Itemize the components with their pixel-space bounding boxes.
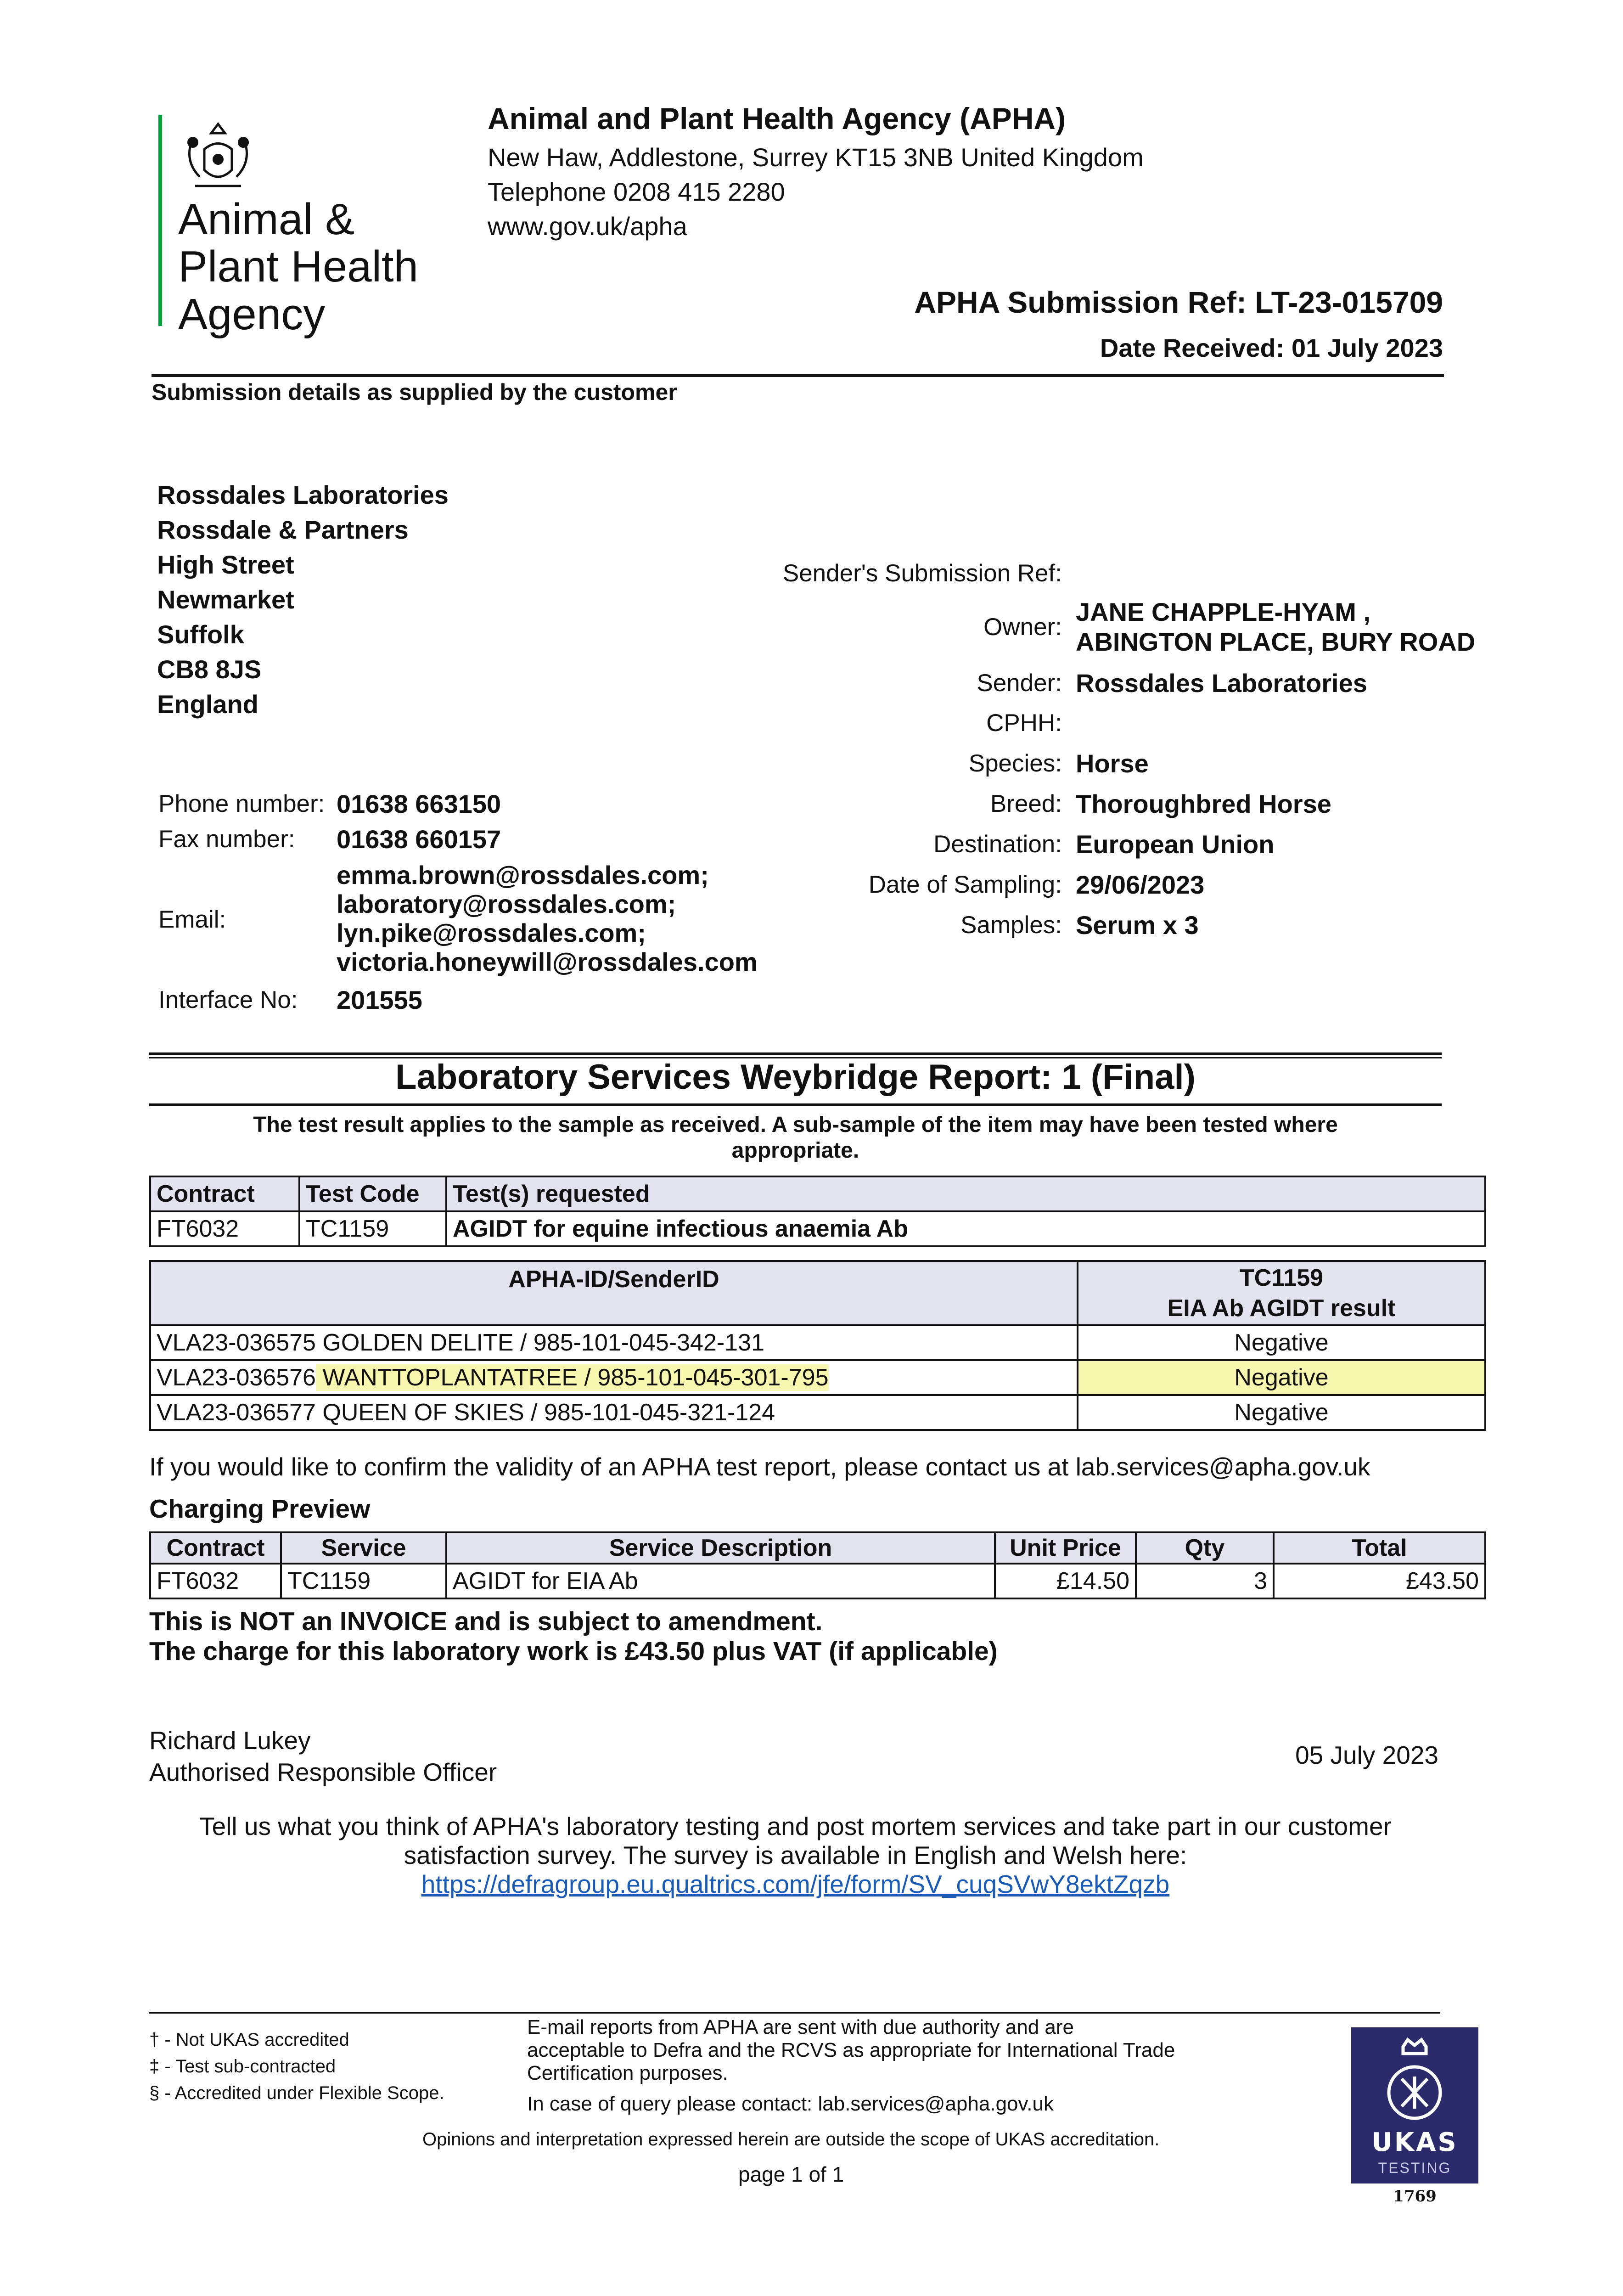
header-test-code: Test Code [299,1176,446,1211]
sample-id-rest: GOLDEN DELITE / 985-101-045-342-131 [315,1329,764,1356]
address-line-1: Rossdales Laboratories [157,480,449,509]
owner-line-2: ABINGTON PLACE, BURY ROAD [1076,627,1476,656]
cell-sample-id [150,1325,1078,1360]
breed-label: Breed: [990,790,1062,817]
royal-coat-of-arms-icon [177,117,259,195]
ukas-crown-icon [1378,2033,1451,2129]
survey-link[interactable]: https://defragroup.eu.qualtrics.com/jfe/form/SV_cuqSVwY8ektZqzb [421,1870,1170,1898]
ukas-logo [1351,2027,1478,2183]
email-1: emma.brown@rossdales.com; [337,861,709,889]
tests-table [149,1176,1486,1247]
cell-result-highlighted: Negative [1078,1360,1485,1395]
address-line-6: CB8 8JS [157,655,262,684]
report-note-line-1: The test result applies to the sample as received. A sub-sample of the item may have been tested where [253,1113,1338,1137]
not-invoice-text: This is NOT an INVOICE and is subject to amendment. [149,1607,823,1636]
org-name: Animal and Plant Health Agency (APHA) [488,101,1066,135]
sender-ref-label: Sender's Submission Ref: [782,560,1062,587]
destination-value: European Union [1076,830,1275,859]
sample-id-prefix: VLA23-036577 [157,1399,316,1426]
address-line-5: Suffolk [157,620,244,649]
org-address: New Haw, Addlestone, Surrey KT15 3NB United Kingdom [488,143,1144,172]
results-table [149,1260,1486,1431]
query-contact: In case of query please contact: lab.services@apha.gov.uk [527,2093,1054,2115]
tests-table-header [150,1176,1485,1211]
logo-text-line-1: Animal & [178,195,355,244]
cell-contract: FT6032 [150,1211,299,1246]
cell-result: Negative [1078,1395,1485,1430]
ukas-word: UKAS [1371,2127,1458,2157]
header-contract: Contract [150,1176,299,1211]
sample-id-rest: QUEEN OF SKIES / 985-101-045-321-124 [315,1399,775,1426]
report-title: Laboratory Services Weybridge Report: 1 (Final) [395,1058,1196,1097]
sender-value: Rossdales Laboratories [1076,669,1367,698]
samples-label: Samples: [960,912,1062,939]
cell-qty: 3 [1136,1564,1274,1598]
header-total: Total [1274,1532,1485,1564]
cell-sample-id [150,1360,1078,1395]
org-website: www.gov.uk/apha [488,212,687,241]
legend-flexible-scope: § - Accredited under Flexible Scope. [149,2083,444,2103]
survey-line-2: satisfaction survey. The survey is available in English and Welsh here: [404,1841,1187,1869]
email-4: victoria.honeywill@rossdales.com [337,947,758,976]
cphh-label: CPHH: [986,709,1062,737]
cell-result: Negative [1078,1325,1485,1360]
owner-label: Owner: [983,613,1062,641]
header-unit-price: Unit Price [995,1532,1136,1564]
logo-text-line-2: Plant Health [178,242,418,291]
email-note-line-3: Certification purposes. [527,2062,728,2084]
phone-value: 01638 663150 [337,789,501,818]
header-tests-requested: Test(s) requested [446,1176,1485,1211]
email-2: laboratory@rossdales.com; [337,889,676,918]
species-label: Species: [968,750,1062,777]
species-value: Horse [1076,749,1149,778]
sampling-date-label: Date of Sampling: [868,871,1062,898]
table-row [150,1211,1485,1246]
email-note-line-1: E-mail reports from APHA are sent with due authority and are [527,2016,1074,2038]
footer-rule [149,2012,1440,2014]
sender-label: Sender: [977,670,1062,697]
header-qty: Qty [1136,1532,1274,1564]
cell-service-description: AGIDT for EIA Ab [446,1564,995,1598]
page-number: page 1 of 1 [738,2162,844,2186]
owner-line-1: JANE CHAPPLE-HYAM , [1076,597,1371,626]
date-received: Date Received: 01 July 2023 [1100,333,1443,362]
table-row [150,1395,1485,1430]
opinions-note: Opinions and interpretation expressed herein are outside the scope of UKAS accreditation. [422,2129,1160,2150]
results-table-header [150,1261,1485,1325]
survey-line-1: Tell us what you think of APHA's laboratory testing and post mortem services and take part in our customer [199,1812,1392,1840]
address-line-2: Rossdale & Partners [157,515,409,544]
org-telephone: Telephone 0208 415 2280 [488,177,785,206]
signatory-role: Authorised Responsible Officer [149,1758,497,1786]
header-result [1078,1261,1485,1325]
charging-table-header [150,1532,1485,1564]
interface-value: 201555 [337,985,422,1014]
ukas-testing: TESTING [1378,2160,1452,2176]
interface-label: Interface No: [158,986,298,1013]
table-row [150,1325,1485,1360]
cell-service: TC1159 [281,1564,446,1598]
charge-text: The charge for this laboratory work is £43.50 plus VAT (if applicable) [149,1637,998,1666]
cell-test-requested: AGIDT for equine infectious anaemia Ab [446,1211,1485,1246]
address-line-3: High Street [157,550,294,579]
sample-id-prefix: VLA23-036575 [157,1329,316,1356]
email-label: Email: [158,906,226,933]
table-row [150,1564,1485,1598]
charging-heading: Charging Preview [149,1494,371,1524]
submission-heading: Submission details as supplied by the customer [152,379,677,405]
fax-label: Fax number: [158,826,295,853]
survey-link-wrap [152,1869,1439,1899]
ukas-number: 1769 [1393,2187,1437,2206]
sample-id-rest-highlighted: WANTTOPLANTATREE / 985-101-045-301-795 [315,1364,829,1391]
cell-total: £43.50 [1274,1564,1485,1598]
destination-label: Destination: [933,831,1062,858]
report-rule-bottom [149,1103,1442,1106]
sample-id-prefix: VLA23-036576 [157,1364,316,1391]
validity-text: If you would like to confirm the validity of an APHA test report, please contact us at lab.services@apha.gov.uk [149,1452,1370,1481]
report-rule-top [149,1052,1442,1055]
signature-date: 05 July 2023 [1295,1741,1438,1769]
header-result-line-1: TC1159 [1239,1265,1324,1291]
report-note-line-2: appropriate. [731,1138,859,1163]
header-contract: Contract [150,1532,281,1564]
header-service: Service [281,1532,446,1564]
samples-value: Serum x 3 [1076,911,1199,940]
fax-value: 01638 660157 [337,825,501,854]
sampling-date-value: 29/06/2023 [1076,870,1205,899]
phone-label: Phone number: [158,790,325,817]
cell-sample-id [150,1395,1078,1430]
email-note-line-2: acceptable to Defra and the RCVS as appropriate for International Trade [527,2039,1175,2061]
charging-table [149,1531,1486,1599]
cell-unit-price: £14.50 [995,1564,1136,1598]
email-3: lyn.pike@rossdales.com; [337,918,646,947]
signatory-name: Richard Lukey [149,1726,311,1755]
submission-ref: APHA Submission Ref: LT-23-015709 [914,285,1443,319]
header-result-line-2: EIA Ab AGIDT result [1167,1295,1396,1322]
logo-accent-bar [158,115,162,326]
address-line-4: Newmarket [157,585,294,614]
address-line-7: England [157,690,258,719]
breed-value: Thoroughbred Horse [1076,789,1331,818]
header-apha-id: APHA-ID/SenderID [150,1261,1078,1325]
legend-not-ukas: † - Not UKAS accredited [149,2030,349,2050]
legend-sub-contracted: ‡ - Test sub-contracted [149,2056,336,2077]
header-rule [152,374,1444,377]
cell-test-code: TC1159 [299,1211,446,1246]
cell-contract: FT6032 [150,1564,281,1598]
logo-text-line-3: Agency [178,290,326,339]
table-row [150,1360,1485,1395]
header-service-description: Service Description [446,1532,995,1564]
